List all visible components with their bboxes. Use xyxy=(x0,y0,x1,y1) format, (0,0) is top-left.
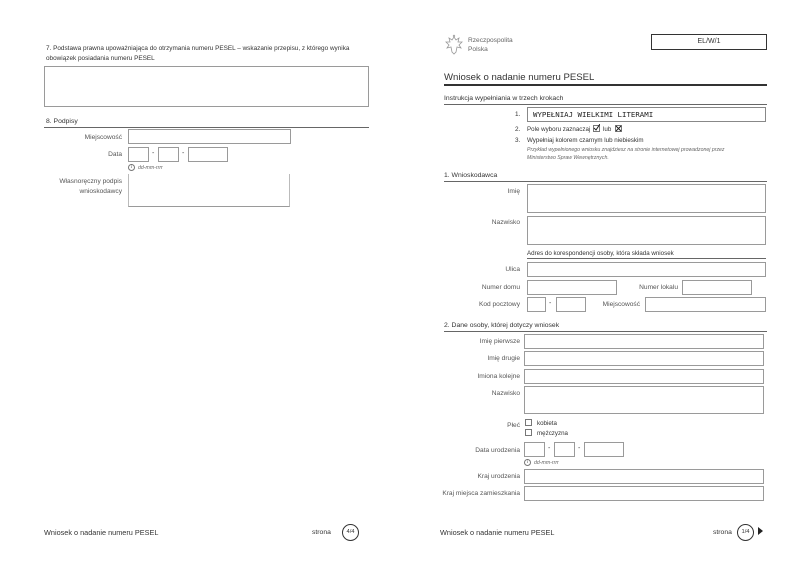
person-next-names-input[interactable] xyxy=(524,369,764,384)
person-next-names-label: Imiona kolejne xyxy=(477,373,520,380)
surname-input[interactable] xyxy=(527,216,766,245)
item7-label: 7. Podstawa prawna upoważniająca do otrzymania numeru PESEL – wskazanie przepisu, z którego wynika obowiązek posiadania numeru PESEL xyxy=(46,45,350,62)
section1-title: 1. Wnioskodawca xyxy=(444,172,498,179)
flat-label: Numer lokalu xyxy=(639,284,678,291)
next-page-arrow-icon[interactable] xyxy=(758,527,763,535)
city-label: Miejscowość xyxy=(602,301,640,308)
legal-basis-field[interactable] xyxy=(44,66,369,107)
instructions-rule xyxy=(444,104,767,105)
address-rule xyxy=(527,258,766,259)
date-year-input[interactable] xyxy=(188,147,228,162)
male-label: mężczyzna xyxy=(537,430,568,437)
step2-num: 2. xyxy=(515,126,521,133)
postcode-separator: - xyxy=(549,300,552,307)
birth-year-input[interactable] xyxy=(584,442,624,457)
date-day-input[interactable] xyxy=(128,147,149,162)
country-line2: Polska xyxy=(468,45,488,53)
step1-num: 1. xyxy=(515,111,521,118)
city-input[interactable] xyxy=(645,297,766,312)
postcode-label: Kod pocztowy xyxy=(478,301,520,308)
place-label: Miejscowość xyxy=(84,134,122,141)
section1-rule xyxy=(444,181,767,182)
house-label: Numer domu xyxy=(481,284,520,291)
cross-example-icon xyxy=(615,125,622,132)
street-input[interactable] xyxy=(527,262,766,277)
step3-num: 3. xyxy=(515,137,521,144)
birth-date-hint: dd-mm-rrrr xyxy=(534,460,559,466)
section2-title: 2. Dane osoby, której dotyczy wniosek xyxy=(444,322,560,329)
info-icon: i xyxy=(524,459,531,466)
section8-title: 8. Podpisy xyxy=(46,118,78,125)
date-separator: - xyxy=(182,150,185,157)
male-checkbox[interactable] xyxy=(525,429,532,436)
example-note: Przykład wypełnionego wniosku znajdziesz na stronie internetowej prowadzonej przez Ministerstwo Spraw Wewnętrznych. xyxy=(527,147,725,161)
person-first-name-label: Imię pierwsze xyxy=(479,338,520,345)
footer-title: Wniosek o nadanie numeru PESEL xyxy=(440,528,555,537)
birth-country-label: Kraj urodzenia xyxy=(477,473,520,480)
date-month-input[interactable] xyxy=(158,147,179,162)
surname-label: Nazwisko xyxy=(491,219,520,226)
residence-country-input[interactable] xyxy=(524,486,764,501)
country-line1: Rzeczpospolita xyxy=(468,37,513,44)
person-second-name-input[interactable] xyxy=(524,351,764,366)
birth-month-input[interactable] xyxy=(554,442,575,457)
house-input[interactable] xyxy=(527,280,617,295)
date-label: Data xyxy=(108,151,122,158)
form-title: Wniosek o nadanie numeru PESEL xyxy=(444,72,595,83)
signature-field[interactable] xyxy=(128,174,290,207)
birth-country-input[interactable] xyxy=(524,469,764,484)
footer-strona: strona xyxy=(713,529,732,536)
sex-label: Płeć xyxy=(507,422,520,429)
date-hint: dd-mm-rrrr xyxy=(138,165,163,171)
eagle-emblem-icon xyxy=(444,33,464,57)
person-second-name-label: Imię drugie xyxy=(487,355,520,362)
person-surname-label: Nazwisko xyxy=(491,390,520,397)
signature-label: Własnoręczny podpis wnioskodawcy xyxy=(59,178,122,195)
title-rule xyxy=(444,84,767,86)
section2-rule xyxy=(444,331,767,332)
instructions-heading: Instrukcja wypełniania w trzech krokach xyxy=(444,95,564,102)
info-icon: i xyxy=(128,164,135,171)
address-heading: Adres do korespondencji osoby, która składa wniosek xyxy=(527,250,674,257)
residence-country-label: Kraj miejsca zamieszkania xyxy=(442,490,520,497)
date-separator: - xyxy=(152,150,155,157)
female-label: kobieta xyxy=(537,420,557,427)
birth-day-input[interactable] xyxy=(524,442,545,457)
person-surname-input[interactable] xyxy=(524,386,764,414)
footer-title: Wniosek o nadanie numeru PESEL xyxy=(44,528,159,537)
step2-text: Pole wyboru zaznaczaj xyxy=(527,126,591,133)
checkmark-example-icon xyxy=(593,125,600,132)
place-input[interactable] xyxy=(128,129,291,144)
first-name-label: Imię xyxy=(507,188,520,195)
page-number: 1/4 xyxy=(737,524,754,541)
step1-example-box: WYPEŁNIAJ WIELKIMI LITERAMI xyxy=(527,107,766,122)
section8-rule xyxy=(44,127,369,128)
page-number: 4/4 xyxy=(342,524,359,541)
female-checkbox[interactable] xyxy=(525,419,532,426)
birth-date-label: Data urodzenia xyxy=(475,447,520,454)
country-name xyxy=(468,37,513,54)
person-first-name-input[interactable] xyxy=(524,334,764,349)
footer-strona: strona xyxy=(312,529,331,536)
birth-date-separator: - xyxy=(548,445,551,452)
step3-text: Wypełniaj kolorem czarnym lub niebieskim xyxy=(527,137,644,144)
step2-or: lub xyxy=(603,126,612,133)
flat-input[interactable] xyxy=(682,280,752,295)
birth-date-separator: - xyxy=(578,445,581,452)
postcode-part1-input[interactable] xyxy=(527,297,546,312)
first-name-input[interactable] xyxy=(527,184,766,213)
form-code: EL/W/1 xyxy=(651,34,767,50)
postcode-part2-input[interactable] xyxy=(556,297,586,312)
street-label: Ulica xyxy=(505,266,520,273)
